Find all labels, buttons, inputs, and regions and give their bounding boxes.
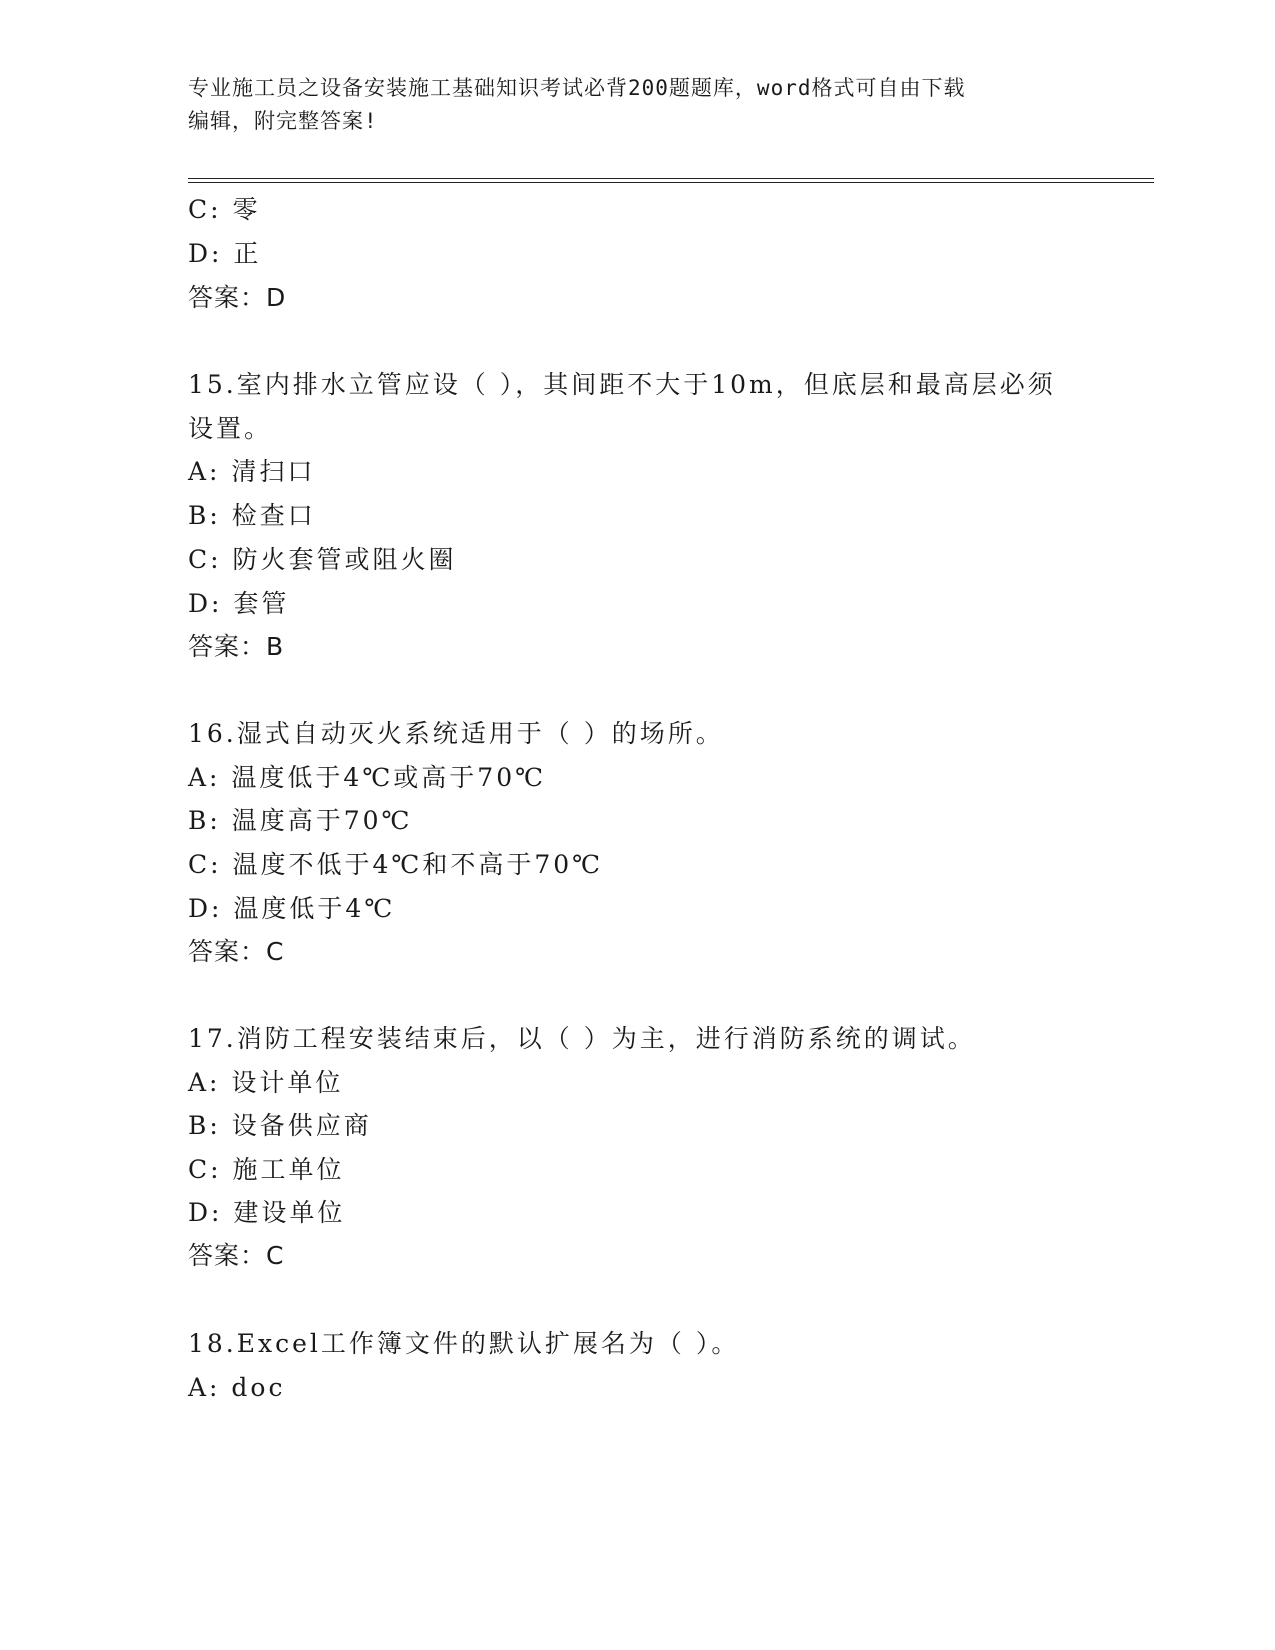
q18-option-a: A: doc (188, 1373, 286, 1402)
q16-answer: 答案：C (188, 937, 285, 966)
q15-stem-line1: 15.室内排水立管应设（ ），其间距不大于10m，但底层和最高层必须 (188, 370, 1056, 399)
header-divider-top (188, 178, 1154, 179)
q17-answer: 答案：C (188, 1241, 285, 1270)
header-title-line1: 专业施工员之设备安装施工基础知识考试必背200题题库，word格式可自由下载 (188, 76, 966, 100)
q15-option-d: D: 套管 (188, 589, 290, 618)
q17-stem: 17.消防工程安装结束后，以（ ）为主，进行消防系统的调试。 (188, 1024, 976, 1053)
q16-option-d: D: 温度低于4℃ (188, 894, 396, 923)
q15-answer: 答案：B (188, 632, 285, 661)
q14-option-d: D: 正 (188, 239, 262, 268)
q16-option-b: B: 温度高于70℃ (188, 806, 413, 835)
header-divider-bottom (188, 182, 1154, 183)
q16-stem: 16.湿式自动灭火系统适用于（ ）的场所。 (188, 719, 724, 748)
q15-stem-line2: 设置。 (188, 414, 273, 443)
q17-option-d: D: 建设单位 (188, 1198, 346, 1227)
q15-option-b: B: 检查口 (188, 501, 316, 530)
q14-option-c: C: 零 (188, 195, 261, 224)
document-header (188, 72, 1078, 138)
header-title-line2: 编辑，附完整答案! (188, 109, 378, 133)
q17-option-c: C: 施工单位 (188, 1155, 345, 1184)
q15-option-a: A: 清扫口 (188, 457, 316, 486)
q17-option-a: A: 设计单位 (188, 1068, 344, 1097)
q15-option-c: C: 防火套管或阻火圈 (188, 545, 457, 574)
q17-option-b: B: 设备供应商 (188, 1111, 372, 1140)
q14-answer: 答案：D (188, 283, 287, 312)
q18-stem: 18.Excel工作簿文件的默认扩展名为（ ）。 (188, 1329, 740, 1358)
q16-option-c: C: 温度不低于4℃和不高于70℃ (188, 850, 604, 879)
q16-option-a: A: 温度低于4℃或高于70℃ (188, 763, 547, 792)
